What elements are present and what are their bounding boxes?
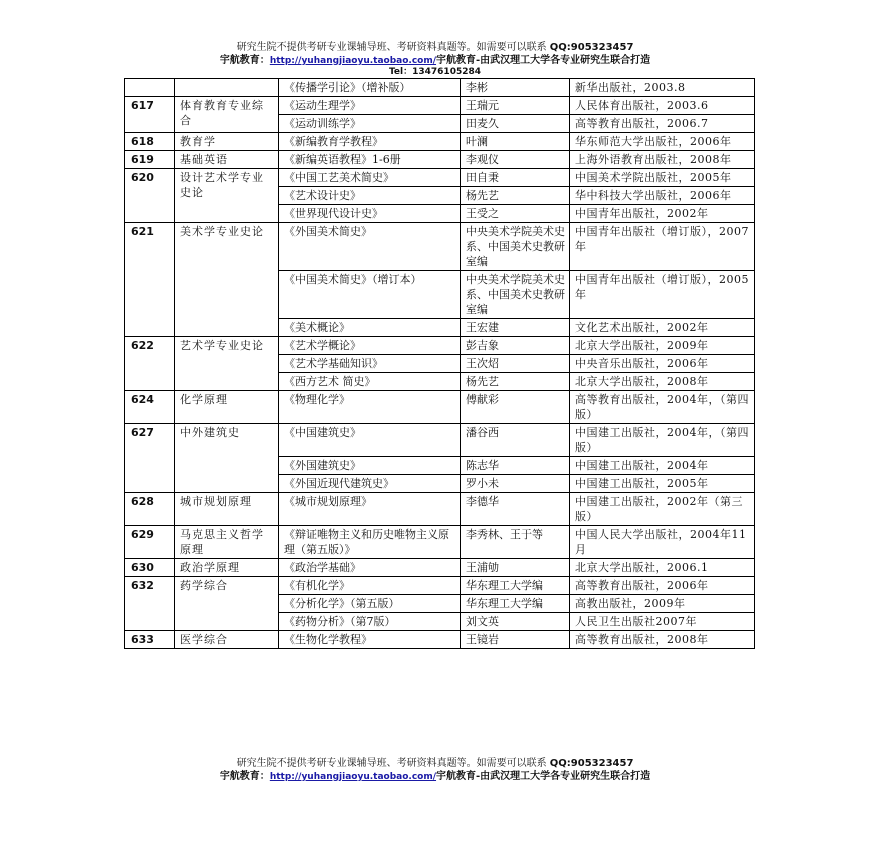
footer-notice-line: [0, 758, 870, 770]
code-cell: 629: [125, 526, 175, 559]
qq-contact: QQ:905323457: [549, 758, 634, 769]
publisher-cell: 中国人民大学出版社，2004年11月: [570, 526, 755, 559]
publisher-cell: 文化艺术出版社，2002年: [570, 319, 755, 337]
book-cell: 《政治学基础》: [279, 559, 461, 577]
author-cell: 华东理工大学编: [461, 595, 570, 613]
publisher-cell: 人民体育出版社，2003.6: [570, 97, 755, 115]
bibliography-table: [124, 78, 755, 649]
subject-cell: 中外建筑史: [175, 424, 279, 493]
book-cell: 《中国建筑史》: [279, 424, 461, 457]
subject-cell: 体育教育专业综合: [175, 97, 279, 133]
code-cell: 624: [125, 391, 175, 424]
author-cell: 王镜岩: [461, 631, 570, 649]
book-cell: 《新编教育学教程》: [279, 133, 461, 151]
author-cell: 叶澜: [461, 133, 570, 151]
subject-cell: 艺术学专业史论: [175, 337, 279, 391]
publisher-cell: 中国建工出版社，2002年（第三版）: [570, 493, 755, 526]
publisher-cell: 北京大学出版社，2006.1: [570, 559, 755, 577]
notice-text: 研究生院不提供考研专业课辅导班、考研资料真题等。如需要可以联系: [236, 758, 547, 769]
book-cell: 《艺术学概论》: [279, 337, 461, 355]
author-cell: 彭吉象: [461, 337, 570, 355]
code-cell: 617: [125, 97, 175, 133]
table-row: [125, 631, 755, 649]
table-row: [125, 526, 755, 559]
subject-cell: 医学综合: [175, 631, 279, 649]
subject-cell: 基础英语: [175, 151, 279, 169]
table-row: [125, 493, 755, 526]
author-cell: 王次炤: [461, 355, 570, 373]
book-cell: 《运动生理学》: [279, 97, 461, 115]
author-cell: 王瑞元: [461, 97, 570, 115]
book-cell: 《药物分析》（第7版）: [279, 613, 461, 631]
author-cell: 中央美术学院美术史系、中国美术史教研室编: [461, 271, 570, 319]
publisher-cell: 高等教育出版社，2006年: [570, 577, 755, 595]
code-cell: 633: [125, 631, 175, 649]
publisher-cell: 中国青年出版社，2002年: [570, 205, 755, 223]
author-cell: 王受之: [461, 205, 570, 223]
author-cell: 中央美术学院美术史系、中国美术史教研室编: [461, 223, 570, 271]
qq-contact: QQ:905323457: [549, 42, 634, 53]
book-cell: 《城市规划原理》: [279, 493, 461, 526]
book-cell: 《外国建筑史》: [279, 457, 461, 475]
publisher-cell: 华中科技大学出版社，2006年: [570, 187, 755, 205]
subject-cell: 设计艺术学专业史论: [175, 169, 279, 223]
author-cell: 杨先艺: [461, 373, 570, 391]
subject-cell: 化学原理: [175, 391, 279, 424]
publisher-cell: 中央音乐出版社，2006年: [570, 355, 755, 373]
table-row: [125, 559, 755, 577]
author-cell: 李秀林、王于等: [461, 526, 570, 559]
book-cell: 《有机化学》: [279, 577, 461, 595]
code-cell: 618: [125, 133, 175, 151]
publisher-cell: 上海外语教育出版社，2008年: [570, 151, 755, 169]
publisher-cell: 新华出版社，2003.8: [570, 79, 755, 97]
book-cell: 《艺术设计史》: [279, 187, 461, 205]
author-cell: 王浦劬: [461, 559, 570, 577]
code-cell: 621: [125, 223, 175, 337]
book-cell: 《物理化学》: [279, 391, 461, 424]
author-cell: 罗小未: [461, 475, 570, 493]
publisher-cell: 中国青年出版社（增订版），2005年: [570, 271, 755, 319]
header-notice-line: [0, 42, 870, 54]
author-cell: 刘文英: [461, 613, 570, 631]
brand-suffix: 宇航教育-由武汉理工大学各专业研究生联合打造: [436, 55, 651, 66]
book-cell: 《世界现代设计史》: [279, 205, 461, 223]
notice-text: 研究生院不提供考研专业课辅导班、考研资料真题等。如需要可以联系: [236, 42, 547, 53]
code-cell: 632: [125, 577, 175, 631]
table-row: [125, 79, 755, 97]
author-cell: 田麦久: [461, 115, 570, 133]
publisher-cell: 中国建工出版社，2004年，（第四版）: [570, 424, 755, 457]
book-cell: 《分析化学》（第五版）: [279, 595, 461, 613]
brand-prefix: 宇航教育：: [219, 55, 270, 66]
code-cell: [125, 79, 175, 97]
publisher-cell: 北京大学出版社，2009年: [570, 337, 755, 355]
table-row: [125, 391, 755, 424]
book-cell: 《中国美术简史》（增订本）: [279, 271, 461, 319]
book-cell: 《中国工艺美术简史》: [279, 169, 461, 187]
table-row: [125, 337, 755, 355]
publisher-cell: 高教出版社，2009年: [570, 595, 755, 613]
book-cell: 《外国美术简史》: [279, 223, 461, 271]
author-cell: 傅献彩: [461, 391, 570, 424]
code-cell: 622: [125, 337, 175, 391]
book-cell: 《辩证唯物主义和历史唯物主义原理（第五版）》: [279, 526, 461, 559]
book-cell: 《生物化学教程》: [279, 631, 461, 649]
subject-cell: 教育学: [175, 133, 279, 151]
subject-cell: 城市规划原理: [175, 493, 279, 526]
table-row: [125, 97, 755, 115]
book-cell: 《美术概论》: [279, 319, 461, 337]
subject-cell: 马克思主义哲学原理: [175, 526, 279, 559]
brand-suffix: 宇航教育-由武汉理工大学各专业研究生联合打造: [436, 771, 651, 782]
table-row: [125, 424, 755, 457]
book-cell: 《传播学引论》（增补版）: [279, 79, 461, 97]
book-cell: 《新编英语教程》1-6册: [279, 151, 461, 169]
code-cell: 619: [125, 151, 175, 169]
author-cell: 潘谷西: [461, 424, 570, 457]
publisher-cell: 高等教育出版社，2006.7: [570, 115, 755, 133]
subject-cell: 政治学原理: [175, 559, 279, 577]
code-cell: 630: [125, 559, 175, 577]
book-cell: 《外国近现代建筑史》: [279, 475, 461, 493]
author-cell: 华东理工大学编: [461, 577, 570, 595]
book-cell: 《艺术学基础知识》: [279, 355, 461, 373]
table-row: [125, 169, 755, 187]
code-cell: 628: [125, 493, 175, 526]
publisher-cell: 中国建工出版社，2005年: [570, 475, 755, 493]
publisher-cell: 华东师范大学出版社，2006年: [570, 133, 755, 151]
subject-cell: 药学综合: [175, 577, 279, 631]
publisher-cell: 人民卫生出版社2007年: [570, 613, 755, 631]
publisher-cell: 中国美术学院出版社，2005年: [570, 169, 755, 187]
shop-link[interactable]: http://yuhangjiaoyu.taobao.com/: [269, 772, 437, 782]
author-cell: 杨先艺: [461, 187, 570, 205]
publisher-cell: 高等教育出版社，2008年: [570, 631, 755, 649]
book-cell: 《运动训练学》: [279, 115, 461, 133]
book-cell: 《西方艺术 简史》: [279, 373, 461, 391]
table-row: [125, 577, 755, 595]
publisher-cell: 北京大学出版社，2008年: [570, 373, 755, 391]
header-tel-line: [0, 66, 870, 78]
shop-link[interactable]: http://yuhangjiaoyu.taobao.com/: [269, 56, 437, 66]
table-row: [125, 151, 755, 169]
code-cell: 627: [125, 424, 175, 493]
subject-cell: [175, 79, 279, 97]
publisher-cell: 中国青年出版社（增订版），2007年: [570, 223, 755, 271]
author-cell: 李彬: [461, 79, 570, 97]
code-cell: 620: [125, 169, 175, 223]
brand-prefix: 宇航教育：: [219, 771, 270, 782]
author-cell: 陈志华: [461, 457, 570, 475]
table-row: [125, 223, 755, 271]
footer-brand-line: [0, 771, 870, 783]
table-row: [125, 133, 755, 151]
publisher-cell: 高等教育出版社，2004年，（第四版）: [570, 391, 755, 424]
author-cell: 李观仪: [461, 151, 570, 169]
author-cell: 李德华: [461, 493, 570, 526]
tel-number: Tel：13476105284: [388, 67, 482, 77]
publisher-cell: 中国建工出版社，2004年: [570, 457, 755, 475]
author-cell: 王宏建: [461, 319, 570, 337]
subject-cell: 美术学专业史论: [175, 223, 279, 337]
author-cell: 田自秉: [461, 169, 570, 187]
